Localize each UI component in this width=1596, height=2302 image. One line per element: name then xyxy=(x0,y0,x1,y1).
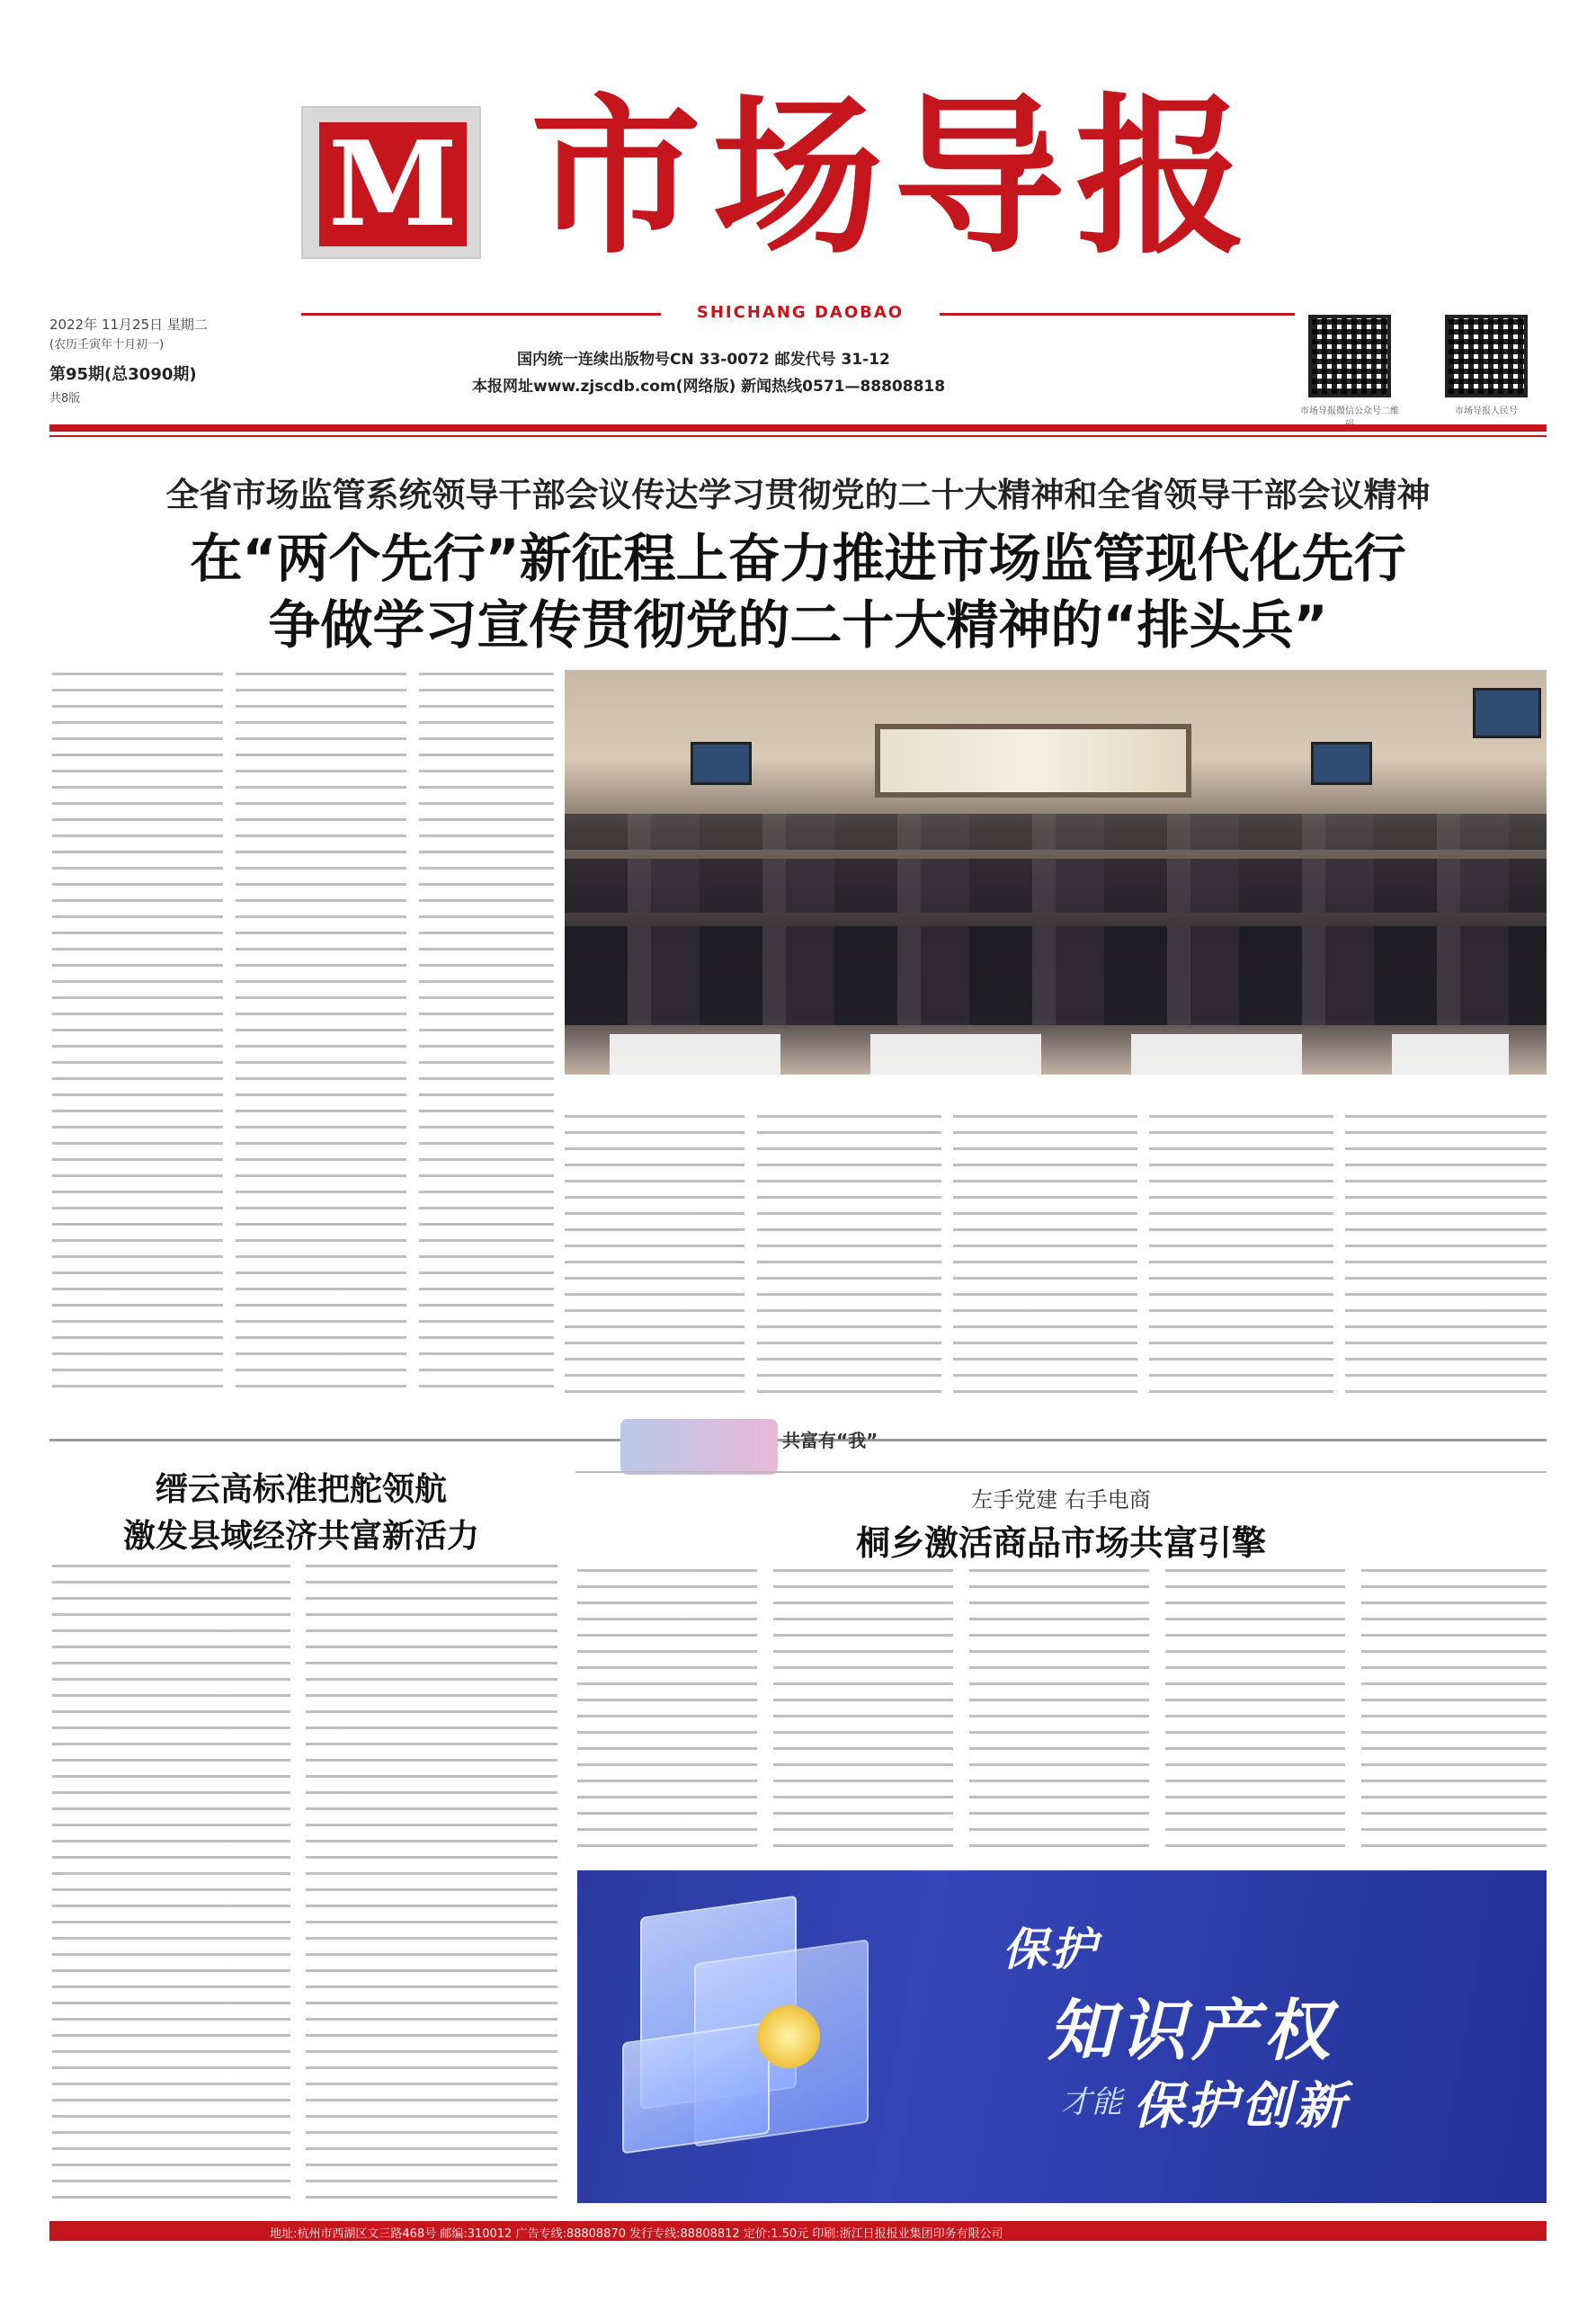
right-story-body-1 xyxy=(577,1569,757,1857)
ad-line-2: 知识产权 xyxy=(1048,1993,1335,2070)
ad-illustration xyxy=(613,1897,883,2176)
header-rule-left xyxy=(301,313,661,316)
lead-body-column-5 xyxy=(757,1115,941,1396)
newspaper-pinyin: SHICHANG DAOBAO xyxy=(696,303,905,322)
issue-number: 第95期(总3090期) xyxy=(49,365,197,384)
wechat-qr-code[interactable] xyxy=(1308,315,1391,397)
photo-audience-back xyxy=(565,814,1547,850)
masthead-divider xyxy=(49,424,1547,432)
right-story-kicker: 左手党建 右手电商 xyxy=(971,1487,1151,1512)
lead-body-column-3 xyxy=(419,673,554,1396)
lead-body-column-1 xyxy=(52,673,223,1396)
ad-line-1: 保护 xyxy=(1003,1923,1100,1976)
page-count: 共8版 xyxy=(49,392,81,406)
lightbulb-icon xyxy=(757,2005,820,2068)
photo-audience-front xyxy=(565,926,1547,1025)
newspaper-title: 市场导报 xyxy=(531,76,1258,277)
right-story-headline[interactable]: 桐乡激活商品市场共富引擎 xyxy=(855,1523,1266,1563)
right-story-body-3 xyxy=(969,1569,1149,1857)
right-story-body-5 xyxy=(1361,1569,1547,1857)
lead-body-column-7 xyxy=(1149,1115,1333,1396)
footer-text: 地址:杭州市西湖区文三路468号 邮编:310012 广告专线:88808870 发行专线:88808812 定价:1.50元 印刷:浙江日报报业集团印务有限公司 xyxy=(270,2227,1003,2241)
ad-line-3a: 才能 xyxy=(1061,2084,1122,2120)
photo-audience-middle xyxy=(565,859,1547,913)
contact-line: 本报网址www.zjscdb.com(网络版) 新闻热线0571—88808818 xyxy=(472,378,946,396)
right-story-rule xyxy=(575,1471,1547,1473)
lead-body-column-2 xyxy=(236,673,406,1396)
lead-body-column-8 xyxy=(1345,1115,1547,1396)
app-qr-code[interactable] xyxy=(1445,315,1528,397)
photo-monitor-left xyxy=(691,742,752,785)
issue-date: 2022年 11月25日 星期二 xyxy=(49,317,208,333)
lead-headline-2[interactable]: 争做学习宣传贯彻党的二十大精神的“排头兵” xyxy=(268,594,1328,656)
logo-letter: M xyxy=(328,115,458,253)
left-story-headline-2[interactable]: 激发县域经济共富新活力 xyxy=(122,1518,479,1555)
right-story-body-2 xyxy=(773,1569,953,1857)
lunar-date: (农历壬寅年十月初一) xyxy=(49,338,165,352)
logo-mark xyxy=(319,115,467,253)
photo-monitor-right xyxy=(1311,742,1372,785)
lead-body-column-6 xyxy=(953,1115,1137,1396)
photo-landscape-painting xyxy=(875,724,1191,798)
masthead-divider-thin xyxy=(49,435,1547,437)
photo-chairs xyxy=(610,1034,1509,1075)
left-story-headline-1[interactable]: 缙云高标准把舵领航 xyxy=(155,1471,447,1508)
meeting-photo[interactable] xyxy=(565,670,1547,1075)
photo-monitor-corner xyxy=(1473,688,1541,738)
left-story-body-2 xyxy=(306,1565,557,2208)
newspaper-logo xyxy=(301,106,481,259)
header-rule-right xyxy=(940,313,1295,316)
ad-card-front xyxy=(622,2021,770,2154)
lead-body-column-4 xyxy=(565,1115,745,1396)
publication-numbers: 国内统一连续出版物号CN 33-0072 邮发代号 31-12 xyxy=(517,351,890,369)
left-story-body-1 xyxy=(52,1565,290,2208)
qr-label-1: 市场导报微信公众号二维 xyxy=(1300,406,1399,416)
right-story-body-4 xyxy=(1165,1569,1345,1857)
lead-kicker: 全省市场监管系统领导干部会议传达学习贯彻党的二十大精神和全省领导干部会议精神 xyxy=(165,476,1431,514)
qr-label-2: 市场导报人民号 xyxy=(1455,406,1518,416)
lead-headline-1[interactable]: 在“两个先行”新征程上奋力推进市场监管现代化先行 xyxy=(190,528,1406,589)
ad-line-3b: 保护创新 xyxy=(1133,2077,1349,2136)
section-badge-graphic xyxy=(620,1419,778,1475)
section-badge-text: 共富有“我” xyxy=(782,1430,878,1451)
